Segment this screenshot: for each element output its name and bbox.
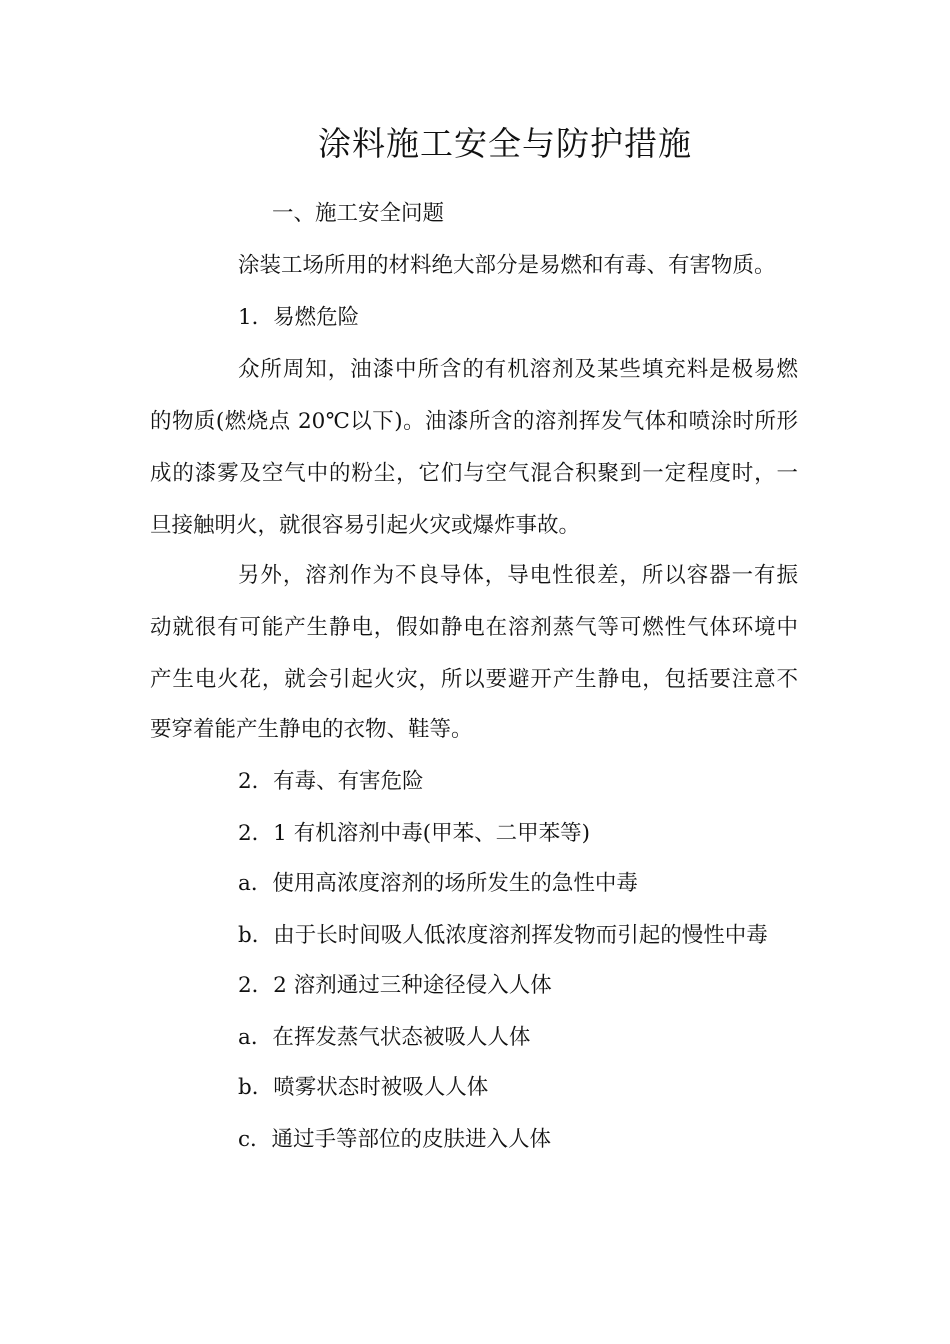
paragraph2-line1: 另外，溶剂作为不良导体，导电性很差，所以容器一有振: [238, 563, 798, 588]
item2-1-a: a．使用高浓度溶剂的场所发生的急性中毒: [238, 871, 638, 896]
item2-1-heading: 2．1 有机溶剂中毒(甲苯、二甲苯等): [238, 821, 590, 846]
item2-2-heading: 2．2 溶剂通过三种途径侵入人体: [238, 973, 552, 998]
item2-2-c: c．通过手等部位的皮肤进入人体: [238, 1127, 552, 1152]
intro-paragraph: 涂装工场所用的材料绝大部分是易燃和有毒、有害物质。: [238, 253, 776, 278]
paragraph2-line3: 产生电火花，就会引起火灾，所以要避开产生静电，包括要注意不: [150, 667, 798, 692]
paragraph1-line3: 成的漆雾及空气中的粉尘，它们与空气混合积聚到一定程度时，一: [150, 461, 798, 486]
paragraph1-line4: 旦接触明火，就很容易引起火灾或爆炸事故。: [150, 513, 581, 538]
item1-heading: 1．易燃危险: [238, 305, 360, 330]
item2-2-a: a．在挥发蒸气状态被吸人人体: [238, 1025, 531, 1050]
paragraph2-line2: 动就很有可能产生静电，假如静电在溶剂蒸气等可燃性气体环境中: [150, 615, 798, 640]
paragraph2-line4: 要穿着能产生静电的衣物、鞋等。: [150, 717, 473, 742]
paragraph1-line1: 众所周知，油漆中所含的有机溶剂及某些填充料是极易燃: [238, 357, 798, 382]
item2-1-b: b．由于长时间吸人低浓度溶剂挥发物而引起的慢性中毒: [238, 923, 768, 948]
document-title: 涂料施工安全与防护措施: [318, 124, 692, 163]
paragraph1-line2: 的物质(燃烧点 20℃以下)。油漆所含的溶剂挥发气体和喷涂时所形: [150, 409, 798, 434]
item2-heading: 2．有毒、有害危险: [238, 769, 424, 794]
section-heading: 一、施工安全问题: [272, 201, 445, 226]
item2-2-b: b．喷雾状态时被吸人人体: [238, 1075, 489, 1100]
